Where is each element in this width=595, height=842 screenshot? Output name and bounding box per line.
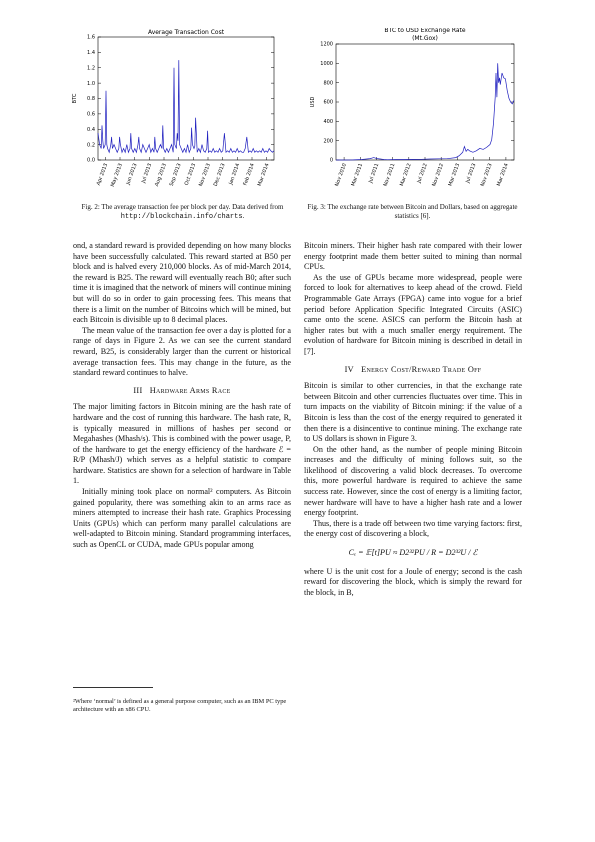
- energy-cost-equation: Cₑ = 𝔼[t]PU ≈ D2³²PU / R = D2³²U / ℰ: [348, 548, 478, 558]
- chart-title: BTC to USD Exchange Rate: [384, 28, 466, 34]
- x-tick-label: Mar 2014: [256, 162, 271, 188]
- series-line: [336, 63, 514, 160]
- y-tick-label: 0.2: [87, 142, 95, 149]
- chart-btc-usd-exchange-rate: [302, 28, 524, 203]
- x-tick-label: Jul 2013: [140, 162, 154, 184]
- plot-frame: [336, 44, 514, 160]
- section-4-number: IV: [344, 364, 354, 374]
- y-tick-label: 1200: [320, 41, 333, 48]
- right-column: [304, 241, 522, 598]
- x-tick-label: Nov 2010: [334, 162, 348, 188]
- left-paragraph-2: The mean value of the transaction fee over a day is plotted for a range of days in Figure 2. As we can see the current standard reward, B25, is considerably larger than the current or historical average transaction fees. This may change in the future, as the standard reward continues to halve.: [73, 325, 291, 378]
- left-column: [73, 241, 291, 551]
- left-paragraph-4: Initially mining took place on normal² computers. As Bitcoin gained popularity, there was something akin to an arms race as miners attempted to increase their hash rate. Graphics Processing Units (GPUs) which can perform many parallel calculations are well-adapted to Bitcoin mining. Standard programming interfaces, such as OpenCL or CUDA, made GPUs popular among: [73, 487, 291, 550]
- x-tick-label: Oct 2013: [183, 162, 198, 187]
- right-paragraph-2: As the use of GPUs became more widespread, people were forced to look for alternatives to keep ahead of the crowd. Field Programmable Gate Arrays (FPGA) came into vogue for a brief period before Application Specific Integrated Circuits (ASIC) came onto the scene. ASICS can perform the Bitcoin hash at higher rates but with a much smaller energy requirement. The evolution of hardware for Bitcoin mining is described in detail in [7].: [304, 272, 522, 356]
- x-tick-label: Mar 2014: [496, 162, 510, 188]
- footnote: ²Where ‘normal’ is defined as a general purpose computer, such as an IBM PC type architecture with an x86 CPU.: [73, 698, 287, 713]
- figure-3-caption: Fig. 3: The exchange rate between Bitcoin and Dollars, based on aggregate statistics [6].: [307, 203, 518, 221]
- x-tick-label: Aug 2013: [154, 162, 168, 188]
- figure-2: [70, 28, 285, 203]
- chart-average-transaction-cost: [70, 28, 285, 203]
- y-tick-label: 1.2: [87, 65, 95, 72]
- section-3-title: Hardware Arms Race: [149, 385, 231, 395]
- left-paragraph-3: The major limiting factors in Bitcoin mining are the hash rate of hardware and the cost of running this hardware. The hash rate, R, is typically measured in millions of hashes per second or Megahashes (Mhash/s). This is combined with the power usage, P, of the hardware to get the energy efficiency of the hardware ℰ = R/P (Mhash/J) which serves as a helpful statistic to compare hardware. Statistics are shown for a selection of hardware in Table 1.: [73, 402, 291, 486]
- y-tick-label: 1.6: [87, 34, 95, 41]
- figure-2-caption-url: http://blockchain.info/charts: [120, 213, 243, 222]
- y-tick-label: 0.4: [87, 126, 95, 133]
- section-3-number: III: [133, 385, 143, 395]
- y-tick-label: 800: [323, 80, 333, 87]
- series-line: [98, 60, 274, 152]
- y-tick-label: 1.0: [87, 80, 95, 87]
- y-tick-label: 0.8: [87, 96, 95, 103]
- y-tick-label: 1.4: [87, 50, 95, 57]
- section-4-heading: [304, 365, 522, 376]
- y-tick-label: 1000: [320, 61, 333, 68]
- x-tick-label: May 2013: [109, 162, 124, 188]
- figure-2-caption-text: Fig. 2: The average transaction fee per block per day. Data derived from: [81, 203, 284, 211]
- right-paragraph-5: Thus, there is a trade off between two time varying factors: first, the energy cost of discovering a block,: [304, 518, 522, 539]
- section-3-heading: [73, 386, 291, 397]
- right-paragraph-3: Bitcoin is similar to other currencies, in that the exchange rate between Bitcoin and other currencies fluctuates over time. This in turn impacts on the viability of Bitcoin mining: if the value of a Bitcoin is less than the cost of the energy required to generated it then there is a disincentive to continue mining. The exchange rate to US dollars is shown in Figure 3.: [304, 381, 522, 444]
- x-tick-label: Mar 2011: [350, 162, 365, 188]
- figure-2-caption-end: .: [242, 212, 245, 221]
- x-tick-label: Jul 2011: [367, 162, 381, 184]
- x-tick-label: Nov 2013: [479, 162, 494, 188]
- x-tick-label: Jan 2014: [228, 162, 242, 186]
- y-tick-label: 200: [323, 138, 333, 145]
- x-tick-label: Jun 2013: [125, 162, 139, 186]
- x-tick-label: Nov 2012: [431, 162, 446, 188]
- x-tick-label: Sep 2013: [168, 162, 183, 188]
- x-tick-label: Apr 2013: [95, 162, 110, 187]
- x-tick-label: Feb 2014: [242, 162, 256, 187]
- figure-3: [302, 28, 524, 203]
- x-tick-label: Jul 2012: [416, 162, 429, 184]
- x-tick-label: Dec 2013: [212, 162, 227, 188]
- section-4-title: Energy Cost/Reward Trade Off: [361, 364, 482, 374]
- chart-subtitle: (Mt.Gox): [412, 35, 438, 42]
- footnote-rule: [73, 687, 153, 688]
- y-axis-label: USD: [310, 96, 316, 108]
- figure-2-caption: [80, 203, 285, 222]
- chart-title: Average Transaction Cost: [147, 29, 225, 36]
- x-tick-label: Jul 2013: [464, 162, 478, 184]
- y-tick-label: 0: [329, 157, 333, 164]
- right-paragraph-6: where U is the unit cost for a Joule of energy; second is the cash reward for discovering the block, which is simply the reward for the block, in B,: [304, 566, 522, 597]
- left-paragraph-1: ond, a standard reward is provided depending on how many blocks have been successfully calculated. This reward started at B50 per block and is halved every 210,000 blocks. As of mid-March 2014, the reward is B25. The reward will eventually reach B0; after such time it is imagined that the network of miners will continue mining but will do so in order to gain processing fees. This means that there is a limit on the number of Bitcoins which will be mined, but each Bitcoin is divisible up to 8 decimal places.: [73, 241, 291, 325]
- y-tick-label: 400: [323, 119, 333, 126]
- right-paragraph-4: On the other hand, as the number of people mining Bitcoin increases and the difficulty of mining follows suit, so the likelihood of discovering a valid block decreases. To overcome this, more powerful hardware is required to achieve the same success rate. However, since the cost of energy is a limiting factor, newer hardware will have to have a higher hash rate and a lower energy footprint.: [304, 444, 522, 518]
- y-axis-label: BTC: [72, 93, 78, 104]
- x-tick-label: Mar 2013: [447, 162, 462, 188]
- x-tick-label: Nov 2013: [198, 162, 212, 188]
- y-tick-label: 0.6: [87, 111, 95, 118]
- x-tick-label: Mar 2012: [398, 162, 413, 188]
- x-tick-label: Nov 2011: [382, 162, 397, 188]
- y-tick-label: 600: [323, 99, 333, 106]
- right-paragraph-1: Bitcoin miners. Their higher hash rate compared with their lower energy footprint made them better suited to mining than normal CPUs.: [304, 241, 522, 272]
- y-tick-label: 0.0: [87, 157, 95, 164]
